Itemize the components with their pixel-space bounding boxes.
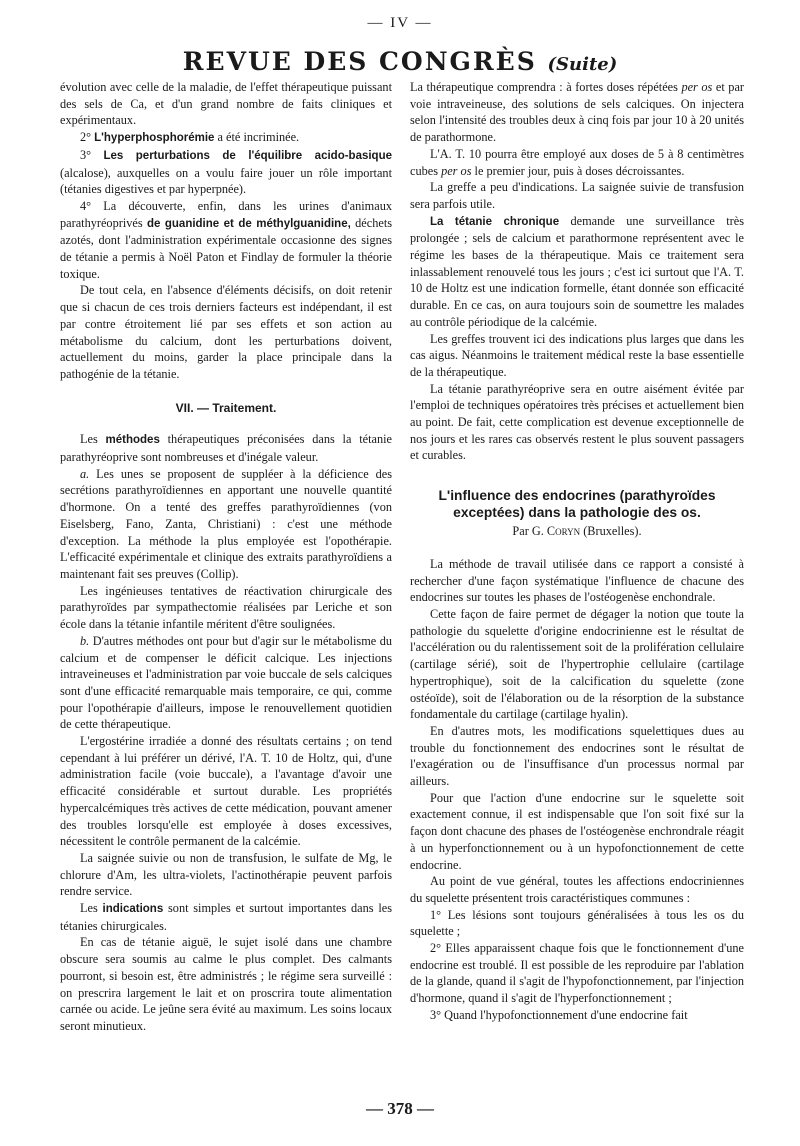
paragraph: b. D'autres méthodes ont pour but d'agir sur le métabolisme du calcium et de compenser le déficit calcique. Les injections intraveineuses et l'administration par voie buccale de sels calciques sont d'une efficacité remarquable mais temporaire, ce qui, comme pour l'opothérapie d'ailleurs, impose le renouvellement quotidien de cette thérapeutique. bbox=[60, 633, 392, 732]
paragraph: 2° Elles apparaissent chaque fois que le fonctionnement d'une endocrine est troublé. Il est possible de les reproduire par l'ablation de la glande, quand il s'agit de l'hypofonctionnement, par l'injection d'hormone, quand il s'agit de l'hyperfonctionnement ; bbox=[410, 941, 744, 1006]
paragraph: Les ingénieuses tentatives de réactivation chirurgicale des parathyroïdes par sympathectomie réalisées par Leriche et son école dans la tétanie infantile méritent d'être soulignées. bbox=[60, 583, 392, 632]
page-number: — 378 — bbox=[366, 1099, 434, 1118]
bold-term: L'hyperphosphorémie bbox=[94, 132, 215, 145]
paragraph: évolution avec celle de la maladie, de l'effet thérapeutique puissant des sels de Ca, et d'un grand nombre de faits cliniques et expérimentaux. bbox=[60, 80, 392, 128]
paragraph: 3° Quand l'hypofonctionnement d'une endocrine fait bbox=[430, 1007, 688, 1022]
paragraph: 3° Les perturbations de l'équilibre acido-basique (alcalose), auxquelles on a voulu faire jouer un rôle important (tétanies digestives et par hyperpnée). bbox=[60, 147, 393, 197]
paragraph: Les méthodes thérapeutiques préconisées dans la tétanie parathyréoprive sont nombreuses et d'inégale valeur. bbox=[60, 432, 392, 465]
right-column bbox=[410, 79, 744, 1024]
page-roman-numeral: — IV — bbox=[367, 15, 433, 31]
bold-term: Les perturbations de l'équilibre acido-basique bbox=[103, 149, 393, 162]
paragraph: En d'autres mots, les modifications squelettiques dues au trouble du fonctionnement des endocrines sont le résultat de l'exagération ou de l'insuffisance d'un processus normal par ailleurs. bbox=[410, 723, 744, 789]
journal-title: REVUE DES CONGRÈS bbox=[182, 47, 537, 76]
title-suffix: (Suite) bbox=[547, 54, 618, 75]
paragraph: La thérapeutique comprendra : à fortes doses répétées per os et par voie intraveineuse, des solutions de sels calciques. On injectera selon l'intensité des troubles deux à cinq fois par jour 10 à 20 unités de parathormone. bbox=[410, 80, 744, 145]
paragraph: Au point de vue général, toutes les affections endocriniennes du squelette présentent trois caractéristiques communes : bbox=[410, 874, 744, 905]
paragraph: La tétanie chronique demande une surveillance très prolongée ; sels de calcium et parathormone représentent avec le régime les bases de la thérapeutique. Mais ce traitement sera inlassablement renouvelé tous les jours ; c'est ici surtout que l'A. T. 10 de Holtz est une indication formelle, étant donnée son efficacité durable. En ce cas, on aura toujours soin de soumettre les malades au contrôle périodique de la calcémie. bbox=[410, 213, 744, 329]
paragraph: Cette façon de faire permet de dégager la notion que toute la pathologie du squelette d'origine endocrinienne est le résultat de l'accélération ou du ralentissement soit de la prolifération cellulaire (cartilage sérié), soit de l'hypertrophie cellulaire (cartilage hypertrophique), soit de la calcification du squelette (zone ostéoïde), soit de l'élaboration ou de la résorption de la substance fondamentale du cartilage (cartilage hyalin). bbox=[410, 606, 744, 722]
bold-term: indications bbox=[102, 903, 164, 916]
paragraph: La greffe a peu d'indications. La saignée suivie de transfusion sera parfois utile. bbox=[410, 180, 744, 211]
paragraph: La saignée suivie ou non de transfusion, le sulfate de Mg, le chlorure d'Am, les ultra-violets, l'actinothérapie peuvent parfois rendre service. bbox=[60, 850, 392, 899]
author-name: Coryn bbox=[546, 524, 581, 539]
paragraph: Les indications sont simples et surtout importantes dans les tétanies chirurgicales. bbox=[60, 901, 392, 933]
paragraph: 1° Les lésions sont toujours généralisées à tous les os du squelette ; bbox=[410, 907, 744, 939]
bold-term: méthodes bbox=[105, 434, 160, 447]
paragraph: En cas de tétanie aiguë, le sujet isolé dans une chambre obscure sera soumis au calme le plus complet. Des calmants pourront, si besoin est, être administrés ; le régime sera surveillé : on prescrira largement le lait et on proscrira toute alimentation carnée ou acide. Le jeûne sera évité au maximum. Les soins locaux seront minutieux. bbox=[60, 935, 392, 1033]
paragraph: De tout cela, en l'absence d'éléments décisifs, on doit retenir que si chacun de ces trois derniers facteurs est indépendant, il est par contre étroitement lié par ses effets et son action au métabolisme du calcium, dont les perturbations doivent, actuellement du moins, garder la place principale dans la pathogénie de la tétanie. bbox=[60, 283, 392, 381]
byline: Par G. Coryn (Bruxelles). bbox=[512, 524, 642, 539]
paragraph: L'ergostérine irradiée a donné des résultats certains ; on tend cependant à lui préférer un dérivé, l'A. T. 10 de Holtz, qui, d'une administration facile (voie buccale), a l'avantage d'avoir une efficacité considérable et surtout durable. Les propriétés hypercalcémiques très actives de cette médication, pouvant amener des troubles lorsqu'elle est employée à doses excessives, nécessitent le contrôle permanent de la calcémie. bbox=[60, 734, 392, 849]
article-title: L'influence des endocrines (parathyroïdes exceptées) dans la pathologie des os. bbox=[438, 488, 716, 521]
bold-term: de guanidine et de méthylguanidine, bbox=[146, 217, 351, 230]
running-head bbox=[0, 47, 800, 76]
paragraph: La tétanie parathyréoprive sera en outre aisément évitée par l'emploi de techniques opératoires très précises et actuellement bien au point. De fait, cette complication est devenue exceptionnelle de nos jours et les rares cas observés restent le plus souvent passagers et curables. bbox=[410, 381, 744, 463]
paragraph: 2° L'hyperphosphorémie a été incriminée. bbox=[80, 130, 300, 145]
bold-term: La tétanie chronique bbox=[430, 215, 560, 228]
paragraph: 4° La découverte, enfin, dans les urines d'animaux parathyréoprivés de guanidine et de méthylguanidine, déchets azotés, dont l'administration expérimentale occasionne des signes de tétanie a permis à Noël Paton et Findlay de formuler la théorie toxique. bbox=[60, 198, 393, 281]
paragraph: L'A. T. 10 pourra être employé aux doses de 5 à 8 centimètres cubes per os le premier jour, puis à doses décroissantes. bbox=[410, 146, 744, 178]
paragraph: Pour que l'action d'une endocrine sur le squelette soit exactement connue, il est indispensable que l'on soit fixé sur la façon dont chacune des phases de l'ostéogenèse enchrondrale réagit à un hyperfonctionnement ou à un hypofonctionnement de cette endocrine. bbox=[410, 790, 744, 872]
left-column bbox=[60, 79, 392, 1035]
paragraph: La méthode de travail utilisée dans ce rapport a consisté à rechercher d'une façon systématique l'influence de chacune des endocrines sur toutes les phases de l'ostéogenèse enchondrale. bbox=[410, 556, 744, 605]
paragraph: a. Les unes se proposent de suppléer à la déficience des secrétions parathyroïdiennes en apportant une nouvelle quantité d'hormone. On a tenté des greffes parathyroïdiennes (von Eiselsberg, Fano, Zanta, Christiani) : c'est une méthode d'exception. La méthode la plus employée est l'opothérapie. L'efficacité expérimentale et clinique des extraits parathyroïdiens a maintenant fait ses preuves (Collip). bbox=[60, 466, 392, 581]
paragraph: Les greffes trouvent ici des indications plus larges que dans les cas aigus. Néanmoins le traitement médical reste la base essentielle de la thérapeutique. bbox=[410, 331, 744, 379]
section-heading: VII. — Traitement. bbox=[175, 400, 277, 415]
